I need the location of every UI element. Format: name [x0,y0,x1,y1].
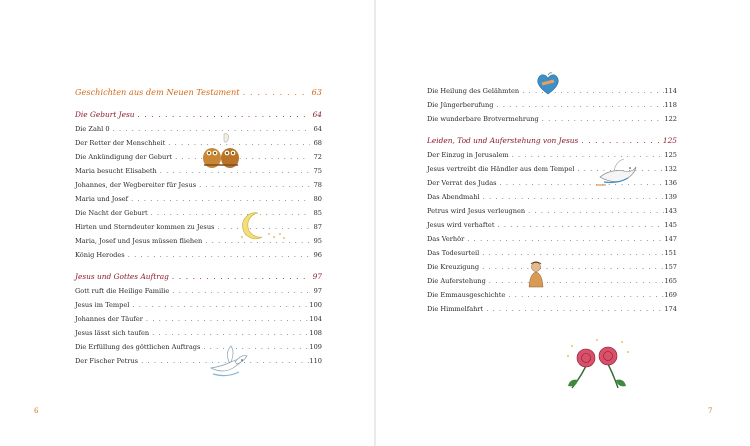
toc-entry-page: 85 [313,209,322,217]
toc-entry-title: Jesus lässt sich taufen [75,329,150,337]
dot-leader [494,218,664,232]
toc-entry-title: Das Abendmahl [427,193,480,201]
dot-leader [149,326,309,340]
dot-leader [128,192,310,206]
right-page-toc [427,84,677,316]
toc-main-heading-title: Geschichten aus dem Neuen Testament [75,87,240,97]
toc-section-heading [427,134,677,148]
crescent-moon-illustration [236,210,288,242]
toc-entry-page: 68 [313,139,322,147]
toc-entry [75,122,322,136]
toc-entry-page: 95 [313,237,322,245]
toc-entry [427,288,677,302]
toc-entry [75,192,322,206]
toc-entry-title: Der Verrat des Judas [427,179,497,187]
dove-illustration [205,344,249,380]
toc-entry-page: 108 [309,329,322,337]
toc-entry-title: König Herodes [75,251,125,259]
dot-leader [486,274,665,288]
toc-entry [75,298,322,312]
toc-entry [427,302,677,316]
dot-leader [129,298,309,312]
dot-leader [505,288,664,302]
toc-entry-title: Der Retter der Menschheit [75,139,166,147]
toc-entry-title: Die Ankündigung der Geburt [75,153,173,161]
dot-leader [240,84,310,100]
toc-entry [75,150,322,164]
toc-entry-title: Jesus wird verhaftet [427,221,495,229]
heart-illustration [535,72,561,96]
toc-entry-page: 104 [309,315,322,323]
toc-entry-page: 151 [664,249,677,257]
dot-leader [196,178,310,192]
toc-section-title: Jesus und Gottes Auftrag [75,272,169,281]
dot-leader [169,284,310,298]
dot-leader [125,248,310,262]
toc-main-heading-page: 63 [311,87,322,97]
toc-entry-page: 78 [313,181,322,189]
toc-entry-title: Die wunderbare Brotvermehrung [427,115,539,123]
toc-entry-page: 80 [313,195,322,203]
toc-entry-page: 132 [664,165,677,173]
toc-entry-page: 118 [664,101,677,109]
toc-entry-page: 125 [664,151,677,159]
toc-entry-page: 100 [309,301,322,309]
toc-entry [427,232,677,246]
toc-section-page: 125 [662,136,677,145]
toc-entry-title: Die Himmelfahrt [427,305,484,313]
toc-entry [427,112,677,126]
toc-entry [75,136,322,150]
dot-leader [493,98,664,112]
toc-entry-title: Die Kreuzigung [427,263,480,271]
toc-section-heading [75,108,322,122]
toc-section-heading [75,270,322,284]
toc-entry-title: Die Emmausgeschichte [427,291,506,299]
bird-illustration [592,155,640,191]
dot-leader [525,204,664,218]
toc-entry-title: Der Einzug in Jerusalem [427,151,509,159]
toc-entry [75,284,322,298]
toc-entry-title: Die Auferstehung [427,277,486,285]
toc-entry [427,274,677,288]
child-illustration [525,260,547,290]
page-number-right: 7 [708,407,713,415]
toc-entry [427,204,677,218]
toc-entry-page: 97 [313,287,322,295]
toc-entry-title: Die Erfüllung des göttlichen Auftrags [75,343,201,351]
toc-entry [75,354,322,368]
dot-leader [169,270,310,284]
toc-entry-page: 87 [313,223,322,231]
toc-entry-page: 139 [664,193,677,201]
toc-entry [427,190,677,204]
toc-entry-title: Maria besucht Elisabeth [75,167,157,175]
toc-entry-page: 136 [664,179,677,187]
toc-entry-page: 75 [313,167,322,175]
toc-entry [75,164,322,178]
toc-entry [75,312,322,326]
dot-leader [143,312,309,326]
toc-section-page: 97 [312,272,322,281]
toc-entry [75,178,322,192]
roses-illustration [562,336,634,392]
dot-leader [539,112,665,126]
toc-entry [427,218,677,232]
toc-main-heading [75,84,322,100]
toc-entry-title: Jesus vertreibt die Händler aus dem Tempel [427,165,575,173]
toc-entry-title: Die Jüngerberufung [427,101,494,109]
toc-entry-title: Die Nacht der Geburt [75,209,148,217]
dot-leader [509,148,665,162]
toc-entry [427,246,677,260]
dot-leader [578,134,663,148]
toc-entry [75,248,322,262]
toc-entry-page: 143 [664,207,677,215]
toc-entry-title: Maria, Josef und Jesus müssen fliehen [75,237,203,245]
toc-entry [75,340,322,354]
owl-pair-illustration [200,132,242,170]
dot-leader [483,302,664,316]
toc-entry-title: Die Zahl 0 [75,125,110,133]
dot-leader [480,190,665,204]
toc-entry [75,326,322,340]
toc-entry [427,260,677,274]
toc-entry-title: Johannes, der Wegbereiter für Jesus [75,181,197,189]
toc-entry-page: 165 [664,277,677,285]
toc-entry-page: 72 [313,153,322,161]
page-number-left: 6 [34,407,39,415]
toc-entry-title: Maria und Josef [75,195,129,203]
toc-entry-title: Gott ruft die Heilige Familie [75,287,170,295]
toc-entry-title: Das Todesurteil [427,249,480,257]
toc-entry-page: 114 [664,87,677,95]
toc-section-title: Leiden, Tod und Auferstehung von Jesus [427,136,579,145]
toc-section-title: Die Geburt Jesu [75,110,135,119]
book-gutter [374,0,376,446]
toc-entry [427,98,677,112]
toc-entry-title: Der Fischer Petrus [75,357,139,365]
dot-leader [479,260,664,274]
toc-entry-title: Jesus im Tempel [75,301,130,309]
toc-entry-page: 174 [664,305,677,313]
toc-entry-title: Die Heilung des Gelähmten [427,87,520,95]
toc-entry-title: Johannes der Täufer [75,315,143,323]
toc-entry-page: 110 [309,357,322,365]
dot-leader [464,232,664,246]
toc-entry-page: 64 [313,125,322,133]
toc-entry-page: 157 [664,263,677,271]
toc-entry-title: Petrus wird Jesus verleugnen [427,207,526,215]
dot-leader [479,246,664,260]
toc-entry-page: 96 [313,251,322,259]
toc-entry-page: 147 [664,235,677,243]
toc-entry-page: 169 [664,291,677,299]
toc-entry-page: 109 [309,343,322,351]
toc-entry-title: Das Verhör [427,235,465,243]
toc-entry-title: Hirten und Sterndeuter kommen zu Jesus [75,223,215,231]
toc-section-page: 64 [312,110,322,119]
toc-entry-page: 145 [664,221,677,229]
dot-leader [135,108,310,122]
toc-entry-page: 122 [664,115,677,123]
